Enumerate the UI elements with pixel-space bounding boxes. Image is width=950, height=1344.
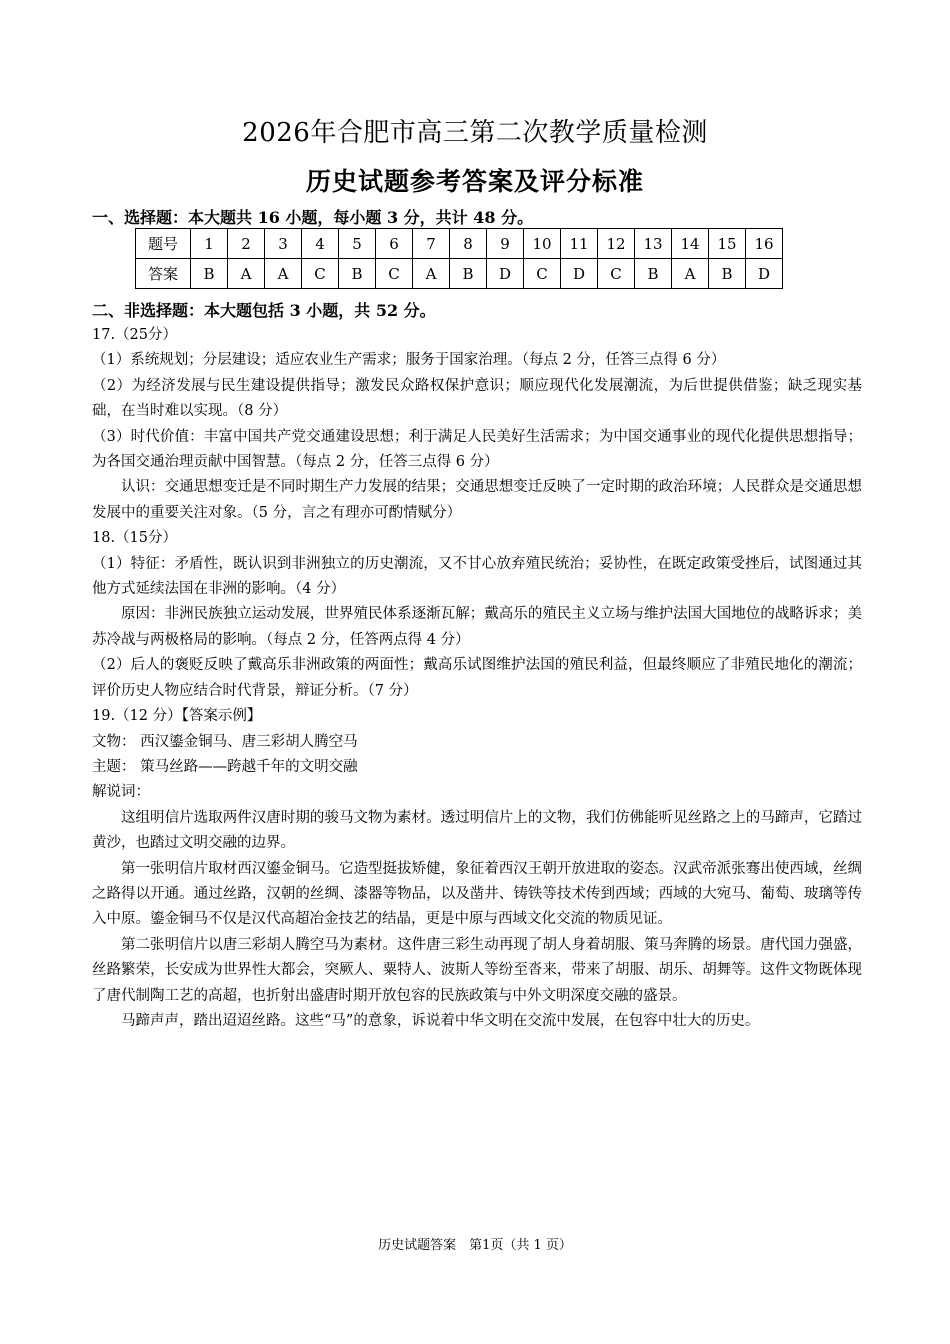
- answer-cell: B: [635, 259, 672, 289]
- answer-cell: C: [376, 259, 413, 289]
- question-number-cell: 12: [598, 229, 635, 259]
- question-number-cell: 11: [561, 229, 598, 259]
- question-number-cell: 16: [746, 229, 783, 259]
- q18-part1-reasons: 原因：非洲民族独立运动发展，世界殖民体系逐渐瓦解；戴高乐的殖民主义立场与维护法国大国地位的战略诉求；美苏冷战与两极格局的影响。（每点 2 分，任答两点得 4 分）: [92, 606, 862, 648]
- q19-label: 19.（12 分）【答案示例】: [92, 708, 262, 725]
- q18-part1: （1）特征：矛盾性，既认识到非洲独立的历史潮流，又不甘心放弃殖民统治；妥协性，在既定政策受挫后，试图通过其他方式延续法国在非洲的影响。（4 分）: [92, 555, 862, 598]
- page-footer: 历史试题答案 第1页（共 1 页）: [378, 1238, 572, 1253]
- question-number-cell: 1: [191, 229, 228, 259]
- answer-cell: D: [487, 259, 524, 289]
- q17-part3: （3）时代价值：丰富中国共产党交通建设思想；利于满足人民美好生活需求；为中国交通事业的现代化提供思想指导；为各国交通治理贡献中国智慧。（每点 2 分，任答三点得 6 分）: [92, 428, 862, 471]
- question-number-cell: 4: [302, 229, 339, 259]
- answer-cell: B: [339, 259, 376, 289]
- q17-label: 17.（25分）: [92, 327, 178, 343]
- row-label-number: 题号: [136, 229, 191, 259]
- answer-cell: C: [598, 259, 635, 289]
- answer-cell: B: [450, 259, 487, 289]
- q19-commentary-label: 解说词：: [92, 784, 150, 801]
- question-number-cell: 2: [228, 229, 265, 259]
- answer-cell: C: [302, 259, 339, 289]
- question-number-cell: 3: [265, 229, 302, 259]
- question-number-row: [136, 229, 783, 259]
- section2-heading: 二、非选择题：本大题包括 3 小题，共 52 分。: [92, 301, 436, 320]
- question-number-cell: 5: [339, 229, 376, 259]
- question-number-cell: 15: [709, 229, 746, 259]
- q19-theme: 主题： 策马丝路——跨越千年的文明交融: [92, 758, 358, 775]
- q19-commentary-para4: 马蹄声声，踏出迢迢丝路。这些“马”的意象，诉说着中华文明在交流中发展，在包容中壮大的历史。: [121, 1012, 760, 1029]
- question-number-cell: 9: [487, 229, 524, 259]
- answer-cell: A: [265, 259, 302, 289]
- q18-part2: （2）后人的褒贬反映了戴高乐非洲政策的两面性；戴高乐试图维护法国的殖民利益，但最终顺应了非殖民地化的潮流；评价历史人物应结合时代背景，辩证分析。（7 分）: [92, 657, 862, 699]
- question-number-cell: 14: [672, 229, 709, 259]
- answer-cell: C: [524, 259, 561, 289]
- answer-cell: A: [413, 259, 450, 289]
- q19-commentary-para3: 第二张明信片以唐三彩胡人腾空马为素材。这件唐三彩生动再现了胡人身着胡服、策马奔腾的场景。唐代国力强盛，丝路繁荣，长安成为世界性大都会，突厥人、粟特人、波斯人等纷至沓来，带来了胡服、胡乐、胡舞等。这件文物既体现了唐代制陶工艺的高超，也折射出盛唐时期开放包容的民族政策与中外文明深度交融的盛景。: [92, 936, 862, 1004]
- exam-title: 2026年合肥市高三第二次教学质量检测: [242, 118, 708, 148]
- answer-cell: A: [672, 259, 709, 289]
- answer-cell: B: [191, 259, 228, 289]
- answer-cell: D: [561, 259, 598, 289]
- document-subtitle: 历史试题参考答案及评分标准: [305, 167, 644, 196]
- section1-heading: 一、选择题：本大题共 16 小题，每小题 3 分，共计 48 分。: [92, 208, 534, 227]
- q17-part2: （2）为经济发展与民生建设提供指导；激发民众路权保护意识；顺应现代化发展潮流，为后世提供借鉴；缺乏现实基础，在当时难以实现。（8 分）: [92, 377, 862, 420]
- q19-relics: 文物： 西汉鎏金铜马、唐三彩胡人腾空马: [92, 733, 358, 750]
- q19-commentary-para1: 这组明信片选取两件汉唐时期的骏马文物为素材。透过明信片上的文物，我们仿佛能听见丝路之上的马蹄声，它踏过黄沙，也踏过文明交融的边界。: [92, 809, 862, 852]
- answer-cell: A: [228, 259, 265, 289]
- question-number-cell: 10: [524, 229, 561, 259]
- q18-label: 18.（15分）: [92, 530, 178, 547]
- question-number-cell: 6: [376, 229, 413, 259]
- row-label-answer: 答案: [136, 259, 191, 289]
- answer-cell: D: [746, 259, 783, 289]
- answer-body: [92, 323, 862, 1034]
- question-number-cell: 7: [413, 229, 450, 259]
- question-number-cell: 13: [635, 229, 672, 259]
- q19-commentary-para2: 第一张明信片取材西汉鎏金铜马。它造型挺拔矫健，象征着西汉王朝开放进取的姿态。汉武帝派张骞出使西域，丝绸之路得以开通。通过丝路，汉朝的丝绸、漆器等物品，以及凿井、铸铁等技术传到西域；西域的大宛马、葡萄、玻璃等传入中原。鎏金铜马不仅是汉代高超冶金技艺的结晶，更是中原与西域文化交流的物质见证。: [92, 860, 862, 928]
- q17-part1: （1）系统规划；分层建设；适应农业生产需求；服务于国家治理。（每点 2 分，任答三点得 6 分）: [92, 352, 726, 369]
- q17-part3-understanding: 认识：交通思想变迁是不同时期生产力发展的结果；交通思想变迁反映了一定时期的政治环境；人民群众是交通思想发展中的重要关注对象。（5 分，言之有理亦可酌情赋分）: [92, 479, 862, 521]
- answer-row: [136, 259, 783, 289]
- question-number-cell: 8: [450, 229, 487, 259]
- answer-cell: B: [709, 259, 746, 289]
- answer-table: [135, 228, 783, 289]
